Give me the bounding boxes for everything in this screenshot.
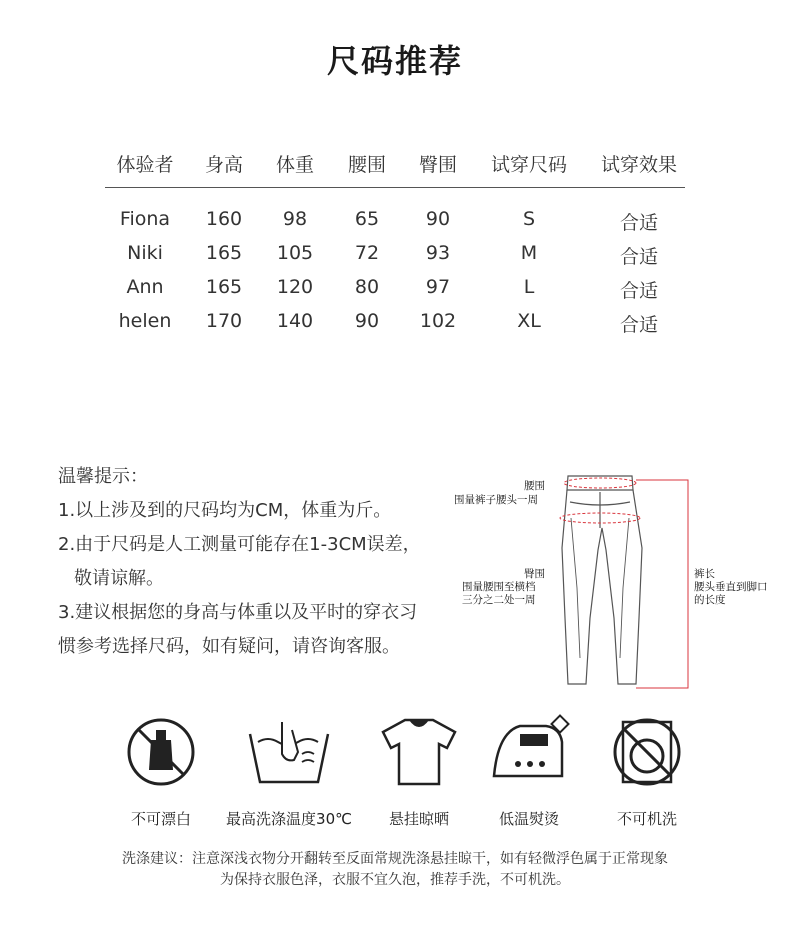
header-fit-result: 试穿效果 bbox=[600, 154, 678, 176]
length-desc-1: 腰头垂直到脚口 bbox=[694, 581, 768, 593]
header-hip: 臀围 bbox=[418, 154, 458, 176]
tip-1: 1.以上涉及到的尺码均为CM，体重为斤。 bbox=[58, 500, 392, 521]
low-iron-label: 低温熨烫 bbox=[498, 810, 559, 828]
cell-name: Ann bbox=[126, 276, 164, 298]
wash-advice-line2: 为保持衣服色泽，衣服不宜久泡，推荐手洗，不可机洗。 bbox=[220, 872, 570, 888]
waist-desc: 围量裤子腰头一周 bbox=[454, 494, 538, 506]
no-machine-wash-label: 不可机洗 bbox=[616, 810, 677, 828]
table-row bbox=[105, 310, 685, 344]
cell-height: 165 bbox=[205, 276, 243, 298]
cell-waist: 90 bbox=[354, 310, 380, 332]
max-wash-temp-label: 最高洗涤温度30℃ bbox=[226, 810, 352, 828]
hang-dry-label: 悬挂晾晒 bbox=[388, 810, 449, 828]
tip-2-cont: 敬请谅解。 bbox=[74, 568, 164, 589]
tip-3-cont: 惯参考选择尺码，如有疑问，请咨询客服。 bbox=[58, 636, 400, 657]
no-machine-wash-icon bbox=[607, 712, 687, 792]
cell-weight: 140 bbox=[276, 310, 314, 332]
cell-waist: 80 bbox=[354, 276, 380, 298]
care-no-machine-wash bbox=[582, 712, 712, 829]
cell-waist: 65 bbox=[354, 208, 380, 230]
tips-heading: 温馨提示： bbox=[58, 466, 148, 487]
cell-size: S bbox=[522, 208, 536, 230]
cell-hip: 97 bbox=[425, 276, 451, 298]
cell-weight: 98 bbox=[282, 208, 308, 230]
length-title: 裤长 bbox=[694, 568, 715, 580]
hip-desc-1: 围量腰围至横档 bbox=[462, 581, 536, 593]
cell-fit: 合适 bbox=[619, 280, 659, 302]
size-table bbox=[105, 150, 685, 344]
hang-dry-icon bbox=[379, 712, 459, 792]
cell-size: L bbox=[523, 276, 535, 298]
cell-height: 170 bbox=[205, 310, 243, 332]
length-desc-2: 的长度 bbox=[694, 594, 726, 606]
cell-name: Niki bbox=[127, 242, 163, 264]
header-tester: 体验者 bbox=[116, 154, 174, 176]
table-row bbox=[105, 208, 685, 242]
cell-weight: 120 bbox=[276, 276, 314, 298]
cell-size: XL bbox=[517, 310, 541, 332]
cell-hip: 93 bbox=[425, 242, 451, 264]
cell-name: Fiona bbox=[119, 208, 171, 230]
tips-block bbox=[58, 460, 421, 664]
tip-2: 2.由于尺码是人工测量可能存在1-3CM误差， bbox=[58, 534, 421, 555]
header-fit-size: 试穿尺码 bbox=[490, 154, 568, 176]
hip-title: 臀围 bbox=[524, 568, 545, 580]
cell-hip: 102 bbox=[419, 310, 457, 332]
table-row bbox=[105, 242, 685, 276]
page-title: 尺码推荐 bbox=[326, 42, 463, 80]
cell-height: 160 bbox=[205, 208, 243, 230]
pants-outline bbox=[562, 476, 642, 684]
no-bleach-label: 不可漂白 bbox=[130, 810, 191, 828]
cell-name: helen bbox=[118, 310, 172, 332]
measurement-diagram bbox=[440, 468, 790, 698]
cell-fit: 合适 bbox=[619, 314, 659, 336]
wash-advice bbox=[0, 849, 790, 891]
cell-size: M bbox=[520, 242, 538, 264]
cell-waist: 72 bbox=[354, 242, 380, 264]
cell-weight: 105 bbox=[276, 242, 314, 264]
cell-hip: 90 bbox=[425, 208, 451, 230]
care-no-bleach bbox=[96, 712, 226, 829]
cell-fit: 合适 bbox=[619, 212, 659, 234]
max-wash-temp-icon bbox=[244, 712, 334, 792]
table-divider bbox=[105, 187, 685, 188]
no-bleach-icon bbox=[121, 712, 201, 792]
low-iron-icon bbox=[484, 712, 574, 792]
table-header-row bbox=[105, 150, 685, 186]
measure-lines bbox=[560, 478, 688, 688]
header-height: 身高 bbox=[204, 154, 244, 176]
wash-advice-line1: 洗涤建议：注意深浅衣物分开翻转至反面常规洗涤悬挂晾干，如有轻微浮色属于正常现象 bbox=[122, 851, 668, 867]
care-max-wash-temp bbox=[224, 712, 354, 829]
header-waist: 腰围 bbox=[347, 154, 387, 176]
care-low-iron bbox=[464, 712, 594, 829]
header-weight: 体重 bbox=[275, 154, 315, 176]
cell-height: 165 bbox=[205, 242, 243, 264]
hip-desc-2: 三分之二处一周 bbox=[462, 594, 536, 606]
tip-3: 3.建议根据您的身高与体重以及平时的穿衣习 bbox=[58, 602, 418, 623]
waist-title: 腰围 bbox=[524, 480, 545, 492]
cell-fit: 合适 bbox=[619, 246, 659, 268]
table-row bbox=[105, 276, 685, 310]
